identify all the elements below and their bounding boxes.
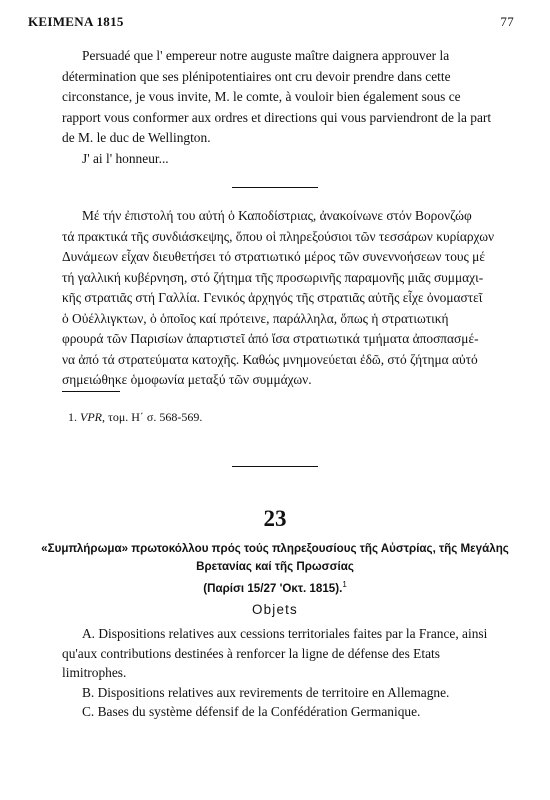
greek-commentary-paragraph	[62, 206, 512, 391]
text-line: circonstance, je vous invite, M. le comte, à vouloir bien également sous ce	[62, 89, 461, 104]
objet-item: B. Dispositions relatives aux revirements de territoire en Allemagne.	[82, 684, 450, 700]
text-line: ὁ Οὐέλλιγκτων, ὁ ὁποῖος καί πρότεινε, παράλληλα, ὅπως ἡ στρατιωτική	[62, 310, 449, 326]
objets-list	[62, 624, 512, 722]
text-line: τά πρακτικά τῆς συνδιάσκεψης, ὅπου οἱ πληρεξούσιοι τῶν τεσσάρων κυρίαρχων	[62, 228, 495, 244]
text-line: Δυνάμεων εἶχαν διευθετήσει τό στρατιωτικό μέρος τῶν συνεννοήσεων τους μέ	[62, 249, 485, 264]
footnote-source: VPR,	[80, 410, 105, 424]
running-header-title: ΚΕΙΜΕΝΑ 1815	[28, 14, 124, 29]
title-line: «Συμπλήρωμα» πρωτοκόλλου πρός τούς πληρεξουσίους τῆς Αὐστρίας, τῆς Μεγάλης	[41, 542, 509, 555]
document-title	[38, 540, 512, 598]
title-footnote-marker: 1	[342, 580, 347, 589]
text-line: κῆς στρατιᾶς στή Γαλλία. Γενικός ἀρχηγός τῆς στρατιᾶς αὐτῆς εἶχε ὀνομαστεῖ	[62, 290, 483, 305]
running-header	[28, 14, 514, 30]
footnote	[68, 410, 202, 425]
section-divider	[232, 466, 318, 467]
footnote-marker: 1.	[68, 410, 77, 424]
text-line: Persuadé que l' empereur notre auguste maître daignera approuver la	[82, 48, 450, 63]
document-number: 23	[263, 506, 287, 531]
text-line: détermination que ses plénipotentiaires ont cru devoir prendre dans cette	[62, 68, 451, 84]
title-line: Βρετανίας καί τῆς Πρωσσίας	[196, 560, 354, 573]
objet-item: A. Dispositions relatives aux cessions territoriales faites par la France, ainsi	[82, 626, 488, 641]
page-number: 77	[500, 14, 514, 29]
french-letter-paragraph	[62, 46, 512, 169]
title-date-line	[38, 576, 512, 598]
text-line: να ἀπό τά στρατεύματα κατοχῆς. Καθώς μνημονεύεται ἐδῶ, στό ζήτημα αὐτό	[62, 351, 478, 367]
text-line: τή γαλλική κυβέρνηση, στό ζήτημα τῆς προσωρινῆς παραμονῆς μιᾶς συμμαχι-	[62, 269, 484, 285]
objet-item: C. Bases du système défensif de la Confédération Germanique.	[82, 704, 421, 719]
footnote-rule	[62, 391, 120, 392]
objets-heading: Objets	[252, 602, 298, 617]
text-line: rapport vous conformer aux ordres et directions qui vous parviendront de la part	[62, 109, 492, 125]
objet-item-continuation: limitrophes.	[62, 665, 127, 680]
text-line: Μέ τήν ἐπιστολή του αὐτή ὁ Καποδίστριας, ἀνακοίνωνε στόν Βορονζώφ	[82, 208, 472, 223]
footnote-reference: τομ. Η΄ σ. 568-569.	[108, 410, 203, 424]
title-date: (Παρίσι 15/27 'Οκτ. 1815).	[203, 581, 343, 595]
letter-closing: J' ai l' honneur...	[82, 150, 169, 166]
objet-item-continuation: qu'aux contributions destinées à renforcer la ligne de défense des Etats	[62, 645, 440, 661]
text-line: σημειώθηκε ὁμοφωνία μεταξύ τῶν συμμάχων.	[62, 372, 312, 387]
text-line: φρουρά τῶν Παρισίων ἀπαρτιστεῖ ἀπό ἴσα στρατιωτικά τμήματα ἀποσπασμέ-	[62, 331, 479, 346]
text-line: de M. le duc de Wellington.	[62, 130, 211, 145]
section-divider	[232, 187, 318, 188]
